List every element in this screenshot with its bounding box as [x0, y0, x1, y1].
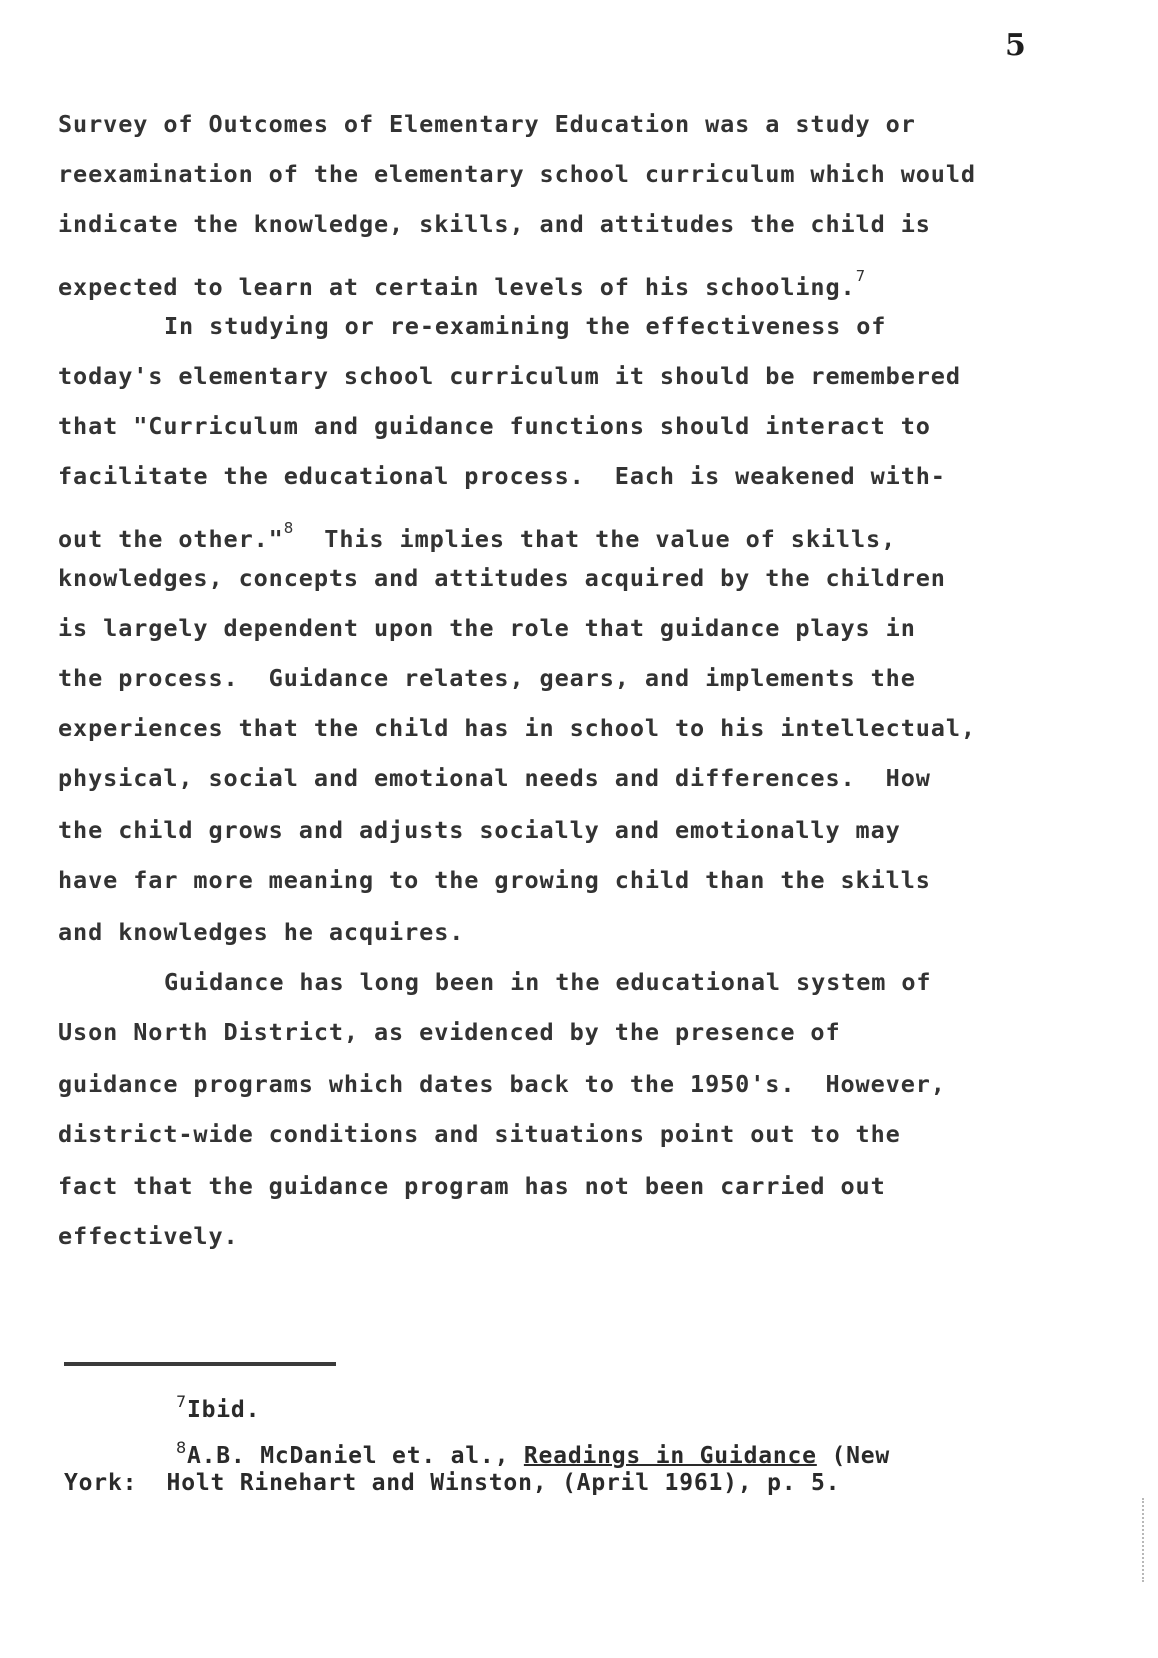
text-line: the child grows and adjusts socially and emotionally may	[58, 816, 901, 844]
footnote-7	[176, 1392, 260, 1423]
text-line: that "Curriculum and guidance functions should interact to	[58, 412, 931, 440]
text-line-continuation: This implies that the value of skills,	[294, 525, 897, 553]
footnote-8	[176, 1438, 890, 1469]
footnote-number: 7	[176, 1392, 187, 1411]
text-line: Uson North District, as evidenced by the presence of	[58, 1018, 841, 1046]
text-line-content: out the other."	[58, 525, 284, 553]
text-line: is largely dependent upon the role that guidance plays in	[58, 614, 916, 642]
text-line: experiences that the child has in school to his intellectual,	[58, 714, 976, 742]
text-line: fact that the guidance program has not been carried out	[58, 1172, 886, 1200]
footnote-separator	[64, 1362, 336, 1366]
text-line: Survey of Outcomes of Elementary Education was a study or	[58, 110, 916, 138]
footnote-8-line-2	[64, 1470, 840, 1496]
margin-marks	[1142, 1498, 1146, 1582]
text-line: today's elementary school curriculum it should be remembered	[58, 362, 961, 390]
text-line: physical, social and emotional needs and differences. How	[58, 764, 931, 792]
text-line: Guidance has long been in the educational system of	[164, 968, 932, 996]
footnote-text: York:	[64, 1470, 138, 1496]
text-line	[58, 508, 897, 553]
footnote-text: (New	[816, 1443, 891, 1469]
footnote-author: A.B. McDaniel et. al.,	[186, 1443, 524, 1469]
footnote-book-title: Readings in Guidance	[523, 1443, 817, 1469]
text-line	[58, 256, 867, 301]
text-line: reexamination of the elementary school curriculum which would	[58, 160, 976, 188]
footnote-ref-8: 8	[283, 519, 295, 537]
text-line: guidance programs which dates back to the 1950's. However,	[58, 1070, 946, 1098]
text-line: have far more meaning to the growing child than the skills	[58, 866, 931, 894]
text-line: district-wide conditions and situations point out to the	[58, 1120, 901, 1148]
text-line: effectively.	[58, 1222, 239, 1250]
text-line: and knowledges he acquires.	[58, 918, 465, 946]
text-line: indicate the knowledge, skills, and attitudes the child is	[58, 210, 931, 238]
text-line: the process. Guidance relates, gears, and implements the	[58, 664, 916, 692]
text-line: facilitate the educational process. Each is weakened with-	[58, 462, 946, 490]
text-line: knowledges, concepts and attitudes acquired by the children	[58, 564, 946, 592]
page-number: 5	[1005, 28, 1026, 63]
footnote-ref-7: 7	[855, 267, 867, 285]
footnote-text: Ibid.	[186, 1397, 261, 1423]
footnote-publisher: Holt Rinehart and Winston, (April 1961), p. 5.	[166, 1470, 841, 1496]
text-line: In studying or re-examining the effectiveness of	[164, 312, 887, 340]
text-line-content: expected to learn at certain levels of his schooling.	[58, 273, 856, 301]
footnote-number: 8	[176, 1438, 187, 1457]
